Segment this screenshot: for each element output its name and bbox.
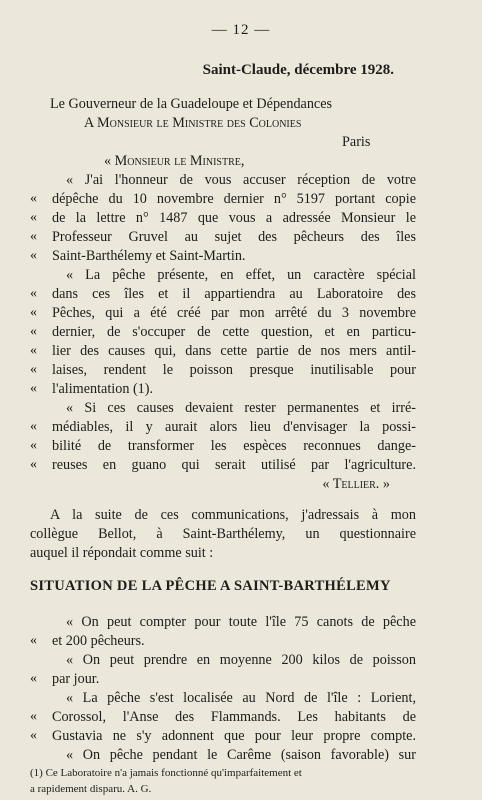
section-line: Gustavia ne s'y adonnent que pour leur propre compte. xyxy=(52,728,416,744)
letter-line: dépêche du 10 novembre dernier n° 5197 portant copie xyxy=(52,191,416,207)
quote-mark: « xyxy=(30,709,37,724)
quote-mark: « xyxy=(30,419,37,434)
quote-mark: « xyxy=(30,191,37,206)
quote-mark: « xyxy=(30,324,37,339)
quote-mark: « xyxy=(30,305,37,320)
header-from: Le Gouverneur de la Guadeloupe et Dépendances xyxy=(50,96,333,112)
page-number: — 12 — xyxy=(211,22,271,38)
section-line: « On pêche pendant le Carême (saison favorable) sur xyxy=(66,747,416,763)
letter-line: « Si ces causes devaient rester permanentes et irré- xyxy=(66,400,416,416)
salutation: « Monsieur le Ministre, xyxy=(104,153,245,169)
letter-line: Professeur Gruvel au sujet des pêcheurs des îles xyxy=(52,229,416,245)
letter-line: « J'ai l'honneur de vous accuser réception de votre xyxy=(66,172,416,188)
footnote-line: a rapidement disparu. A. G. xyxy=(30,783,152,795)
quote-mark: « xyxy=(30,381,37,396)
header-place: Paris xyxy=(342,134,371,150)
quote-mark: « xyxy=(30,229,37,244)
quote-mark: « xyxy=(30,633,37,648)
letter-line: reuses en guano qui serait utilisé par l'agriculture. xyxy=(52,457,416,473)
quote-mark: « xyxy=(30,362,37,377)
header-to: A Monsieur le Ministre des Colonies xyxy=(84,115,302,131)
quote-mark: « xyxy=(30,438,37,453)
section-line: « On peut compter pour toute l'île 75 canots de pêche xyxy=(66,614,416,630)
letter-line: lier des causes qui, dans cette partie de nos mers antil- xyxy=(52,343,416,359)
dateline: Saint-Claude, décembre 1928. xyxy=(202,62,394,78)
quote-mark: « xyxy=(30,457,37,472)
footnote-line: (1) Ce Laboratoire n'a jamais fonctionné qu'imparfaitement et xyxy=(30,767,302,779)
quote-mark: « xyxy=(30,343,37,358)
letter-line: dans ces îles et il appartiendra au Laboratoire des xyxy=(52,286,416,302)
signature: « Tellier. » xyxy=(322,476,390,492)
section-line: par jour. xyxy=(52,671,100,687)
letter-line: de la lettre n° 1487 que vous a adressée Monsieur le xyxy=(52,210,416,226)
letter-line: bilité de transformer les espèces reconnues dange- xyxy=(52,438,416,454)
letter-line: dernier, de s'occuper de cette question, et en particu- xyxy=(52,324,416,340)
paragraph-line: collègue Bellot, à Saint-Barthélemy, un questionnaire xyxy=(30,526,416,542)
section-line: et 200 pêcheurs. xyxy=(52,633,145,649)
quote-mark: « xyxy=(30,210,37,225)
quote-mark: « xyxy=(30,728,37,743)
letter-line: laises, rendent le poisson presque inutilisable pour xyxy=(52,362,416,378)
quote-mark: « xyxy=(30,671,37,686)
section-line: « La pêche s'est localisée au Nord de l'île : Lorient, xyxy=(66,690,416,706)
section-heading: SITUATION DE LA PÊCHE A SAINT-BARTHÉLEMY xyxy=(30,578,391,594)
paragraph-line: auquel il répondait comme suit : xyxy=(30,545,214,561)
section-line: Corossol, l'Anse des Flammands. Les habitants de xyxy=(52,709,416,725)
letter-line: Saint-Barthélemy et Saint-Martin. xyxy=(52,248,246,264)
letter-line: Pêches, qui a été créé par mon arrêté du 3 novembre xyxy=(52,305,416,321)
letter-line: médiables, il y aurait alors lieu d'envisager la possi- xyxy=(52,419,416,435)
quote-mark: « xyxy=(30,286,37,301)
quote-mark: « xyxy=(30,248,37,263)
section-line: « On peut prendre en moyenne 200 kilos de poisson xyxy=(66,652,416,668)
letter-line: l'alimentation (1). xyxy=(52,381,154,397)
paragraph-line: A la suite de ces communications, j'adressais à mon xyxy=(50,507,416,523)
letter-line: « La pêche présente, en effet, un caractère spécial xyxy=(66,267,416,283)
